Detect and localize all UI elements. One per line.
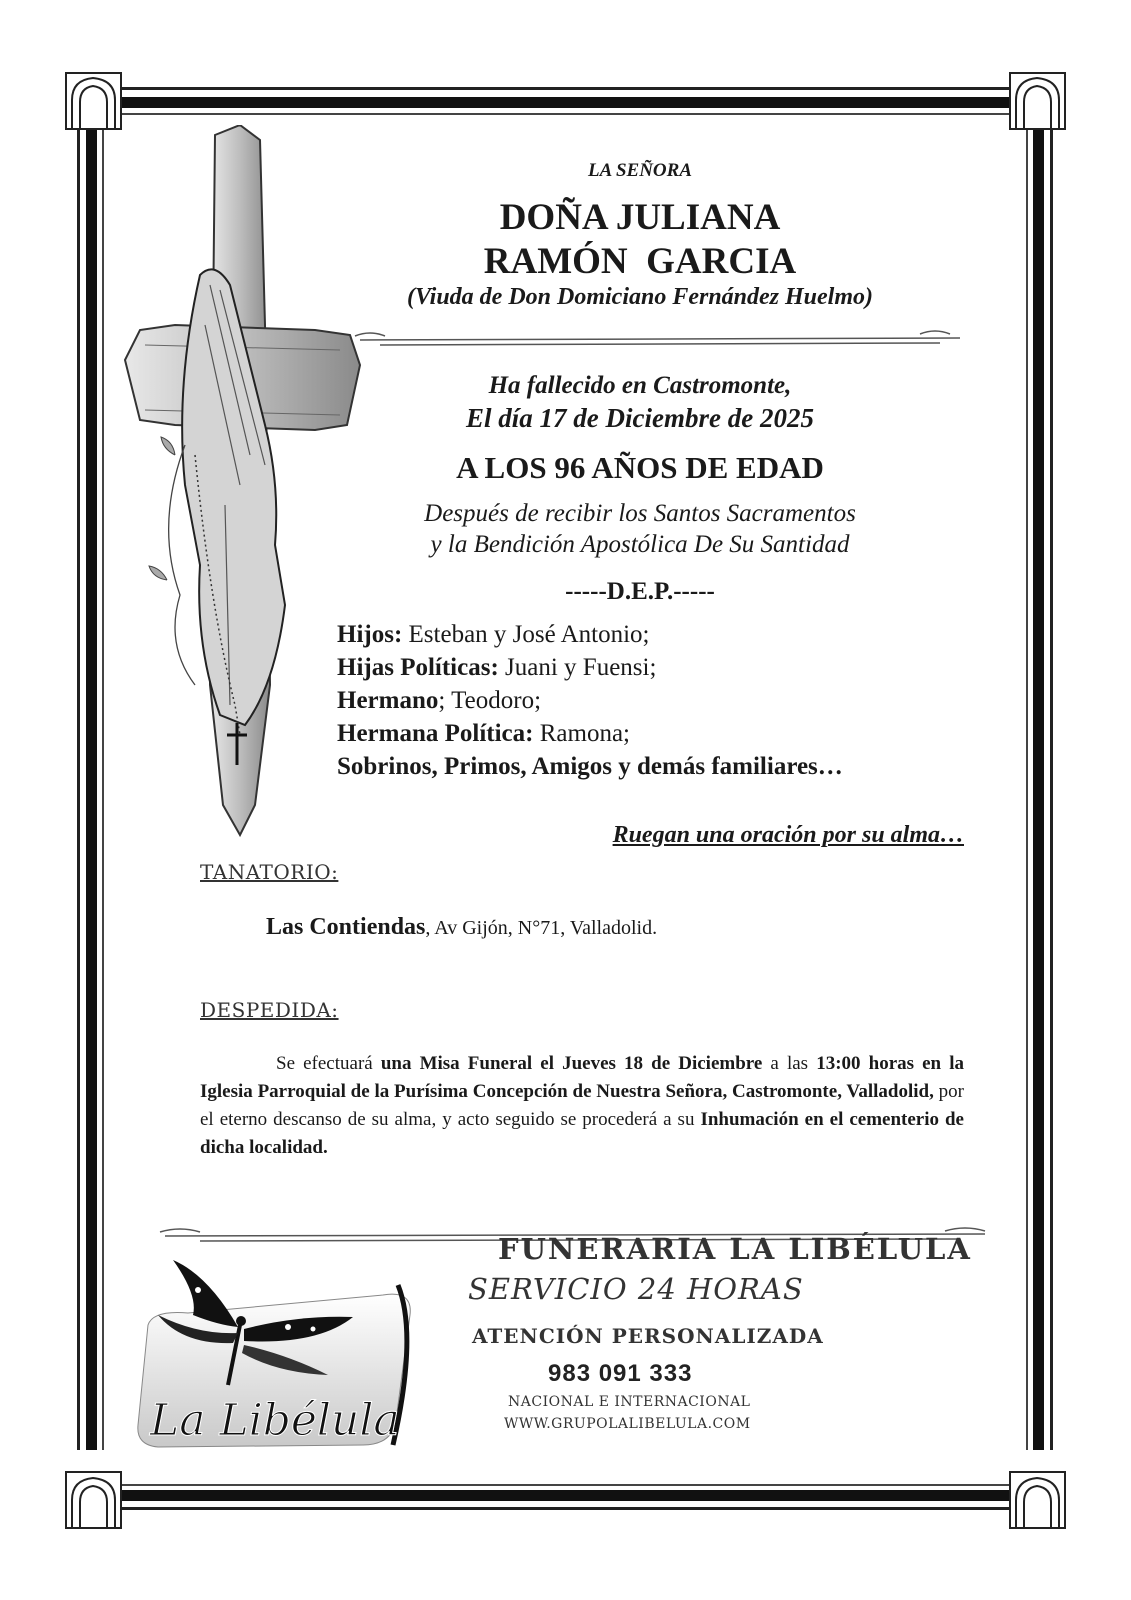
family-item-hermano: Hermano; Teodoro;: [337, 687, 542, 714]
praying-hands-cross-illustration: [115, 125, 365, 845]
age-line: A LOS 96 AÑOS DE EDAD: [456, 450, 824, 485]
family-item-hermana-politica: Hermana Política: Ramona;: [337, 720, 630, 747]
deceased-name-line2: RAMÓN GARCIA: [483, 241, 797, 282]
tanatorio-heading: TANATORIO:: [200, 860, 339, 884]
widow-note: (Viuda de Don Domiciano Fernández Huelmo): [406, 284, 874, 310]
funeraria-scope: NACIONAL E INTERNACIONAL: [508, 1394, 751, 1410]
family-item-hijos: Hijos: Esteban y José Antonio;: [337, 621, 650, 648]
prayer-request: Ruegan una oración por su alma…: [612, 822, 964, 848]
funeraria-phone: 983 091 333: [548, 1360, 693, 1387]
sacrament-line1: Después de recibir los Santos Sacramentos: [424, 500, 856, 527]
death-place: Ha fallecido en Castromonte,: [488, 372, 792, 399]
tanatorio-name: Las Contiendas: [266, 914, 426, 940]
family-item-others: Sobrinos, Primos, Amigos y demás familiares…: [337, 753, 843, 780]
family-item-hijas-politicas: Hijas Políticas: Juani y Fuensi;: [337, 654, 657, 681]
dragonfly-logo: [128, 1255, 418, 1455]
tanatorio-address: , Av Gijón, N°71, Valladolid.: [425, 917, 658, 939]
death-date: El día 17 de Diciembre de 2025: [466, 403, 814, 433]
despedida-text: Se efectuará una Misa Funeral el Jueves 18 de Diciembre a las 13:00 horas en la Iglesia Parroquial de la Purísima Concepción de Nuestra Señora, Castromonte, Valladolid, por el eterno descanso de su alma, y acto seguido se procederá a su Inhumación en el cementerio de dicha localidad.: [200, 1053, 965, 1158]
funeraria-service: SERVICIO 24 HORAS: [468, 1272, 804, 1306]
despedida-heading: DESPEDIDA:: [200, 998, 339, 1022]
tanatorio-location: [266, 914, 966, 941]
sacrament-line2: y la Bendición Apostólica De Su Santidad: [430, 531, 850, 558]
honorific: LA SEÑORA: [587, 160, 692, 181]
funeraria-website: WWW.GRUPOLALIBELULA.COM: [504, 1416, 751, 1432]
family-list: [337, 618, 977, 783]
dep-line: -----D.E.P.-----: [565, 578, 715, 605]
funeraria-attention: ATENCIÓN PERSONALIZADA: [472, 1324, 824, 1348]
svg-text:La Libélula: La Libélula: [150, 1395, 400, 1446]
deceased-name-line1: DOÑA JULIANA: [499, 197, 781, 238]
funeraria-title: FUNERARIA LA LIBÉLULA: [498, 1232, 972, 1266]
